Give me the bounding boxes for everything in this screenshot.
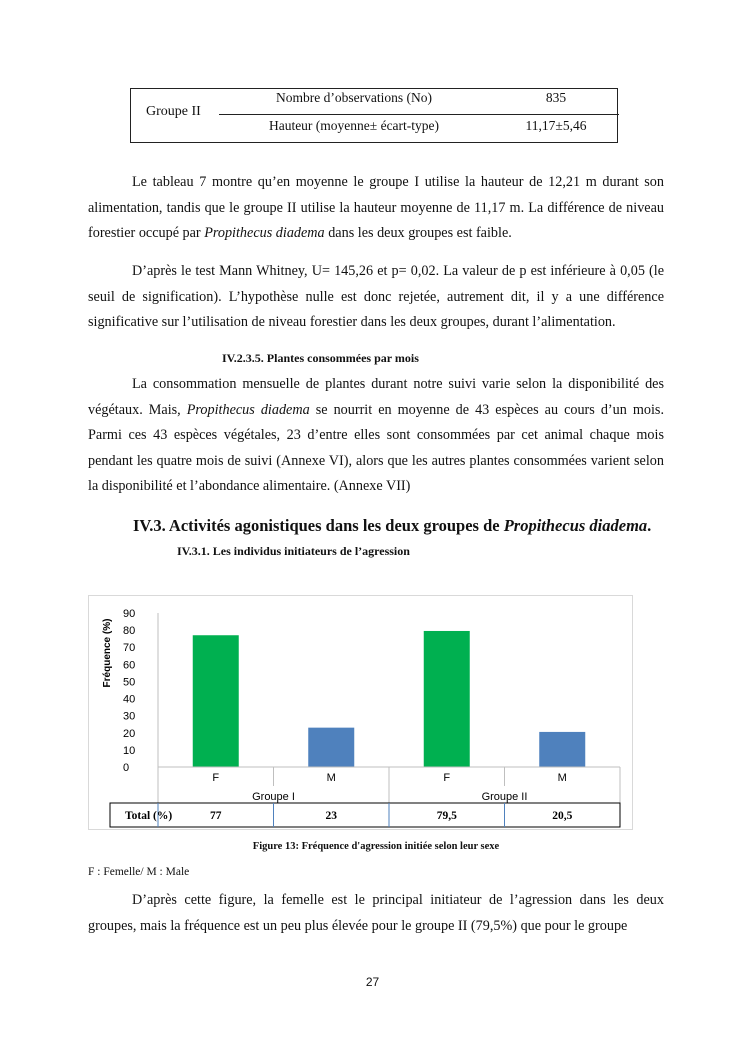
- y-axis-ticks: [123, 608, 135, 774]
- bar: [539, 732, 585, 767]
- table-cell-row1-value: 835: [545, 90, 567, 105]
- species-name: Propithecus diadema: [503, 516, 648, 535]
- y-tick-label: 50: [123, 676, 136, 689]
- total-row-value: 23: [325, 810, 337, 822]
- table-group-label: Groupe II: [146, 104, 201, 119]
- paragraph-mann-whitney: D’après le test Mann Whitney, U= 145,26 et p= 0,02. La valeur de p est inférieure à 0,05 (le seuil de signification). L’hypothèse nulle est donc rejetée, autrement dit, il y a une différence significative sur l’utilisation de niveau forestier dans les deux groupes, durant l’alimentation.: [88, 263, 664, 330]
- total-row-value: 79,5: [436, 810, 457, 822]
- paragraph-monthly-plants: La consommation mensuelle de plantes durant notre suivi varie selon la disponibilité des végétaux. Mais, Propithecus diadema se nourrit en moyenne de 43 espèces au cours d’un mois. Parmi ces 43 espèces végétales, 23 d’entre elles sont consommées par cet animal chaque mois pendant les quatre mois de suivi (Annexe VI), alors que les autres plantes consommées varient selon la disponibilité et l’abondance alimentaire. (Annexe VII): [88, 376, 665, 494]
- chart-svg: [88, 595, 633, 830]
- figure-caption: Figure 13: Fréquence d'agression initiée selon leur sexe: [252, 841, 500, 852]
- total-row-value: 77: [210, 810, 222, 822]
- table-row-divider: [219, 114, 619, 115]
- bar: [193, 635, 239, 767]
- y-tick-label: 90: [123, 608, 136, 620]
- table-cell-row2-label: Hauteur (moyenne± écart-type): [268, 118, 440, 133]
- y-tick-label: 80: [123, 625, 136, 638]
- category-label: F: [212, 772, 220, 784]
- bars: [193, 631, 586, 767]
- page-number: 27: [365, 975, 380, 989]
- bar-chart: [88, 595, 633, 830]
- y-tick-label: 60: [123, 659, 136, 672]
- category-label: M: [557, 772, 567, 784]
- table-cell-row2-value: 11,17±5,46: [525, 118, 587, 133]
- y-tick-label: 20: [123, 727, 136, 740]
- section-heading-2-3-5: IV.2.3.5. Plantes consommées par mois: [222, 351, 419, 365]
- group-label: Groupe II: [481, 791, 528, 803]
- category-table: [158, 767, 620, 803]
- y-axis-label: Fréquence (%): [102, 618, 113, 688]
- y-tick-label: 10: [123, 744, 136, 757]
- category-label: M: [326, 772, 336, 784]
- bar: [424, 631, 470, 767]
- paragraph-table7: Le tableau 7 montre qu’en moyenne le groupe I utilise la hauteur de 12,21 m durant son alimentation, tandis que le groupe II utilise la hauteur moyenne de 11,17 m. La différence de niveau forestier occupé par Propithecus diadema dans les deux groupes est faible.: [88, 174, 664, 241]
- y-tick-label: 70: [123, 642, 136, 655]
- total-row-value: 20,5: [552, 810, 573, 822]
- category-label: F: [443, 772, 451, 784]
- total-row-label: Total (%): [125, 810, 173, 822]
- legend-note: F : Femelle/ M : Male: [88, 866, 190, 878]
- y-tick-label: 40: [123, 693, 136, 706]
- summary-table: [130, 88, 618, 143]
- section-heading-iv-3-1: IV.3.1. Les individus initiateurs de l’agression: [177, 544, 410, 558]
- total-row: [110, 803, 620, 827]
- y-tick-label: 0: [123, 762, 130, 774]
- species-name: Propithecus diadema: [204, 225, 325, 241]
- section-heading-iv-3: IV.3. Activités agonistiques dans les deux groupes de Propithecus diadema.: [133, 516, 652, 535]
- total-row-border: [110, 803, 620, 827]
- y-tick-label: 30: [123, 710, 136, 723]
- table-cell-row1-label: Nombre d’observations (No): [276, 90, 432, 105]
- group-label: Groupe I: [252, 791, 295, 803]
- species-name: Propithecus diadema: [186, 401, 310, 418]
- bar: [308, 728, 354, 767]
- paragraph-figure-discussion: D’après cette figure, la femelle est le principal initiateur de l’agression dans les deux groupes, mais la fréquence est un peu plus élevée pour le groupe II (79,5%) que pour le groupe: [88, 892, 664, 934]
